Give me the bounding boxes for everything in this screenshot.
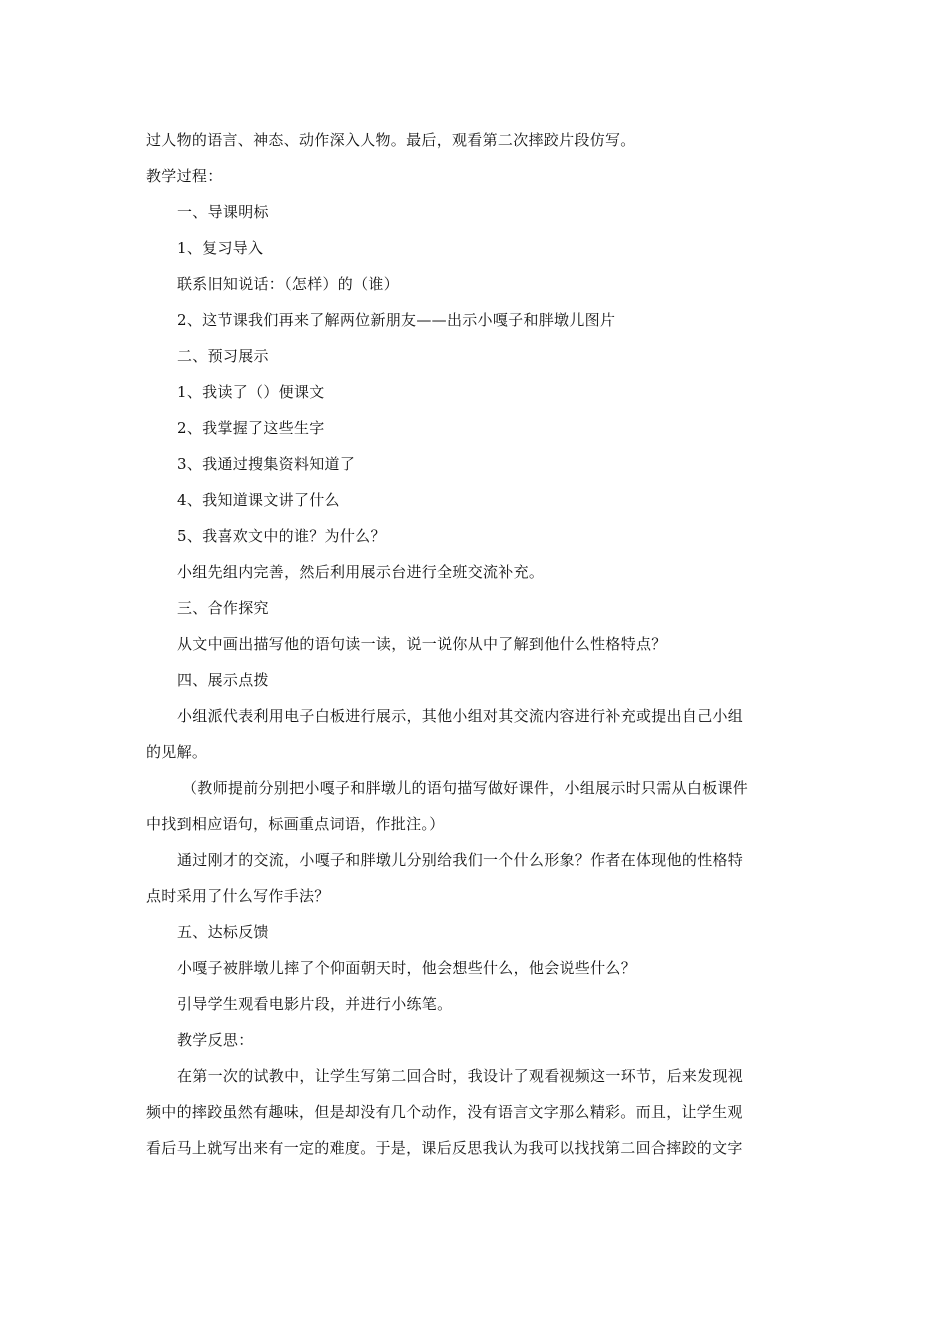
list-item: 5、我喜欢文中的谁？为什么？ (177, 527, 386, 545)
text-line: 小组先组内完善，然后利用展示台进行全班交流补充。 (177, 563, 545, 581)
text-line: 频中的摔跤虽然有趣味，但是却没有几个动作，没有语言文字那么精彩。而且，让学生观 (146, 1103, 743, 1121)
list-item: 2、我掌握了这些生字 (177, 419, 325, 437)
text-line: 联系旧知说话：（怎样）的（谁） (177, 275, 400, 293)
section-heading: 五、达标反馈 (177, 923, 269, 941)
text-line: 从文中画出描写他的语句读一读，说一说你从中了解到他什么性格特点？ (177, 635, 667, 653)
list-item: 4、我知道课文讲了什么 (177, 491, 340, 509)
list-item: 1、复习导入 (177, 239, 264, 257)
section-heading: 教学过程： (146, 167, 223, 185)
section-heading: 教学反思： (177, 1031, 254, 1049)
text-line: 看后马上就写出来有一定的难度。于是，课后反思我认为我可以找找第二回合摔跤的文字 (146, 1139, 743, 1157)
section-heading: 二、预习展示 (177, 347, 269, 365)
section-heading: 三、合作探究 (177, 599, 269, 617)
document-page (146, 122, 806, 1166)
text-line: 小嘎子被胖墩儿摔了个仰面朝天时，他会想些什么，他会说些什么？ (177, 959, 637, 977)
text-line: 的见解。 (146, 743, 208, 761)
list-item: 1、我读了（）便课文 (177, 383, 325, 401)
text-line: 过人物的语言、神态、动作深入人物。最后，观看第二次摔跤片段仿写。 (146, 131, 636, 149)
list-item: 3、我通过搜集资料知道了 (177, 455, 356, 473)
text-line: 中找到相应语句，标画重点词语，作批注。） (146, 815, 445, 833)
list-item: 2、这节课我们再来了解两位新朋友——出示小嘎子和胖墩儿图片 (177, 311, 616, 329)
text-line: （教师提前分别把小嘎子和胖墩儿的语句描写做好课件，小组展示时只需从白板课件 (182, 779, 749, 797)
text-line: 引导学生观看电影片段，并进行小练笔。 (177, 995, 453, 1013)
text-line: 点时采用了什么写作手法？ (146, 887, 330, 905)
text-line: 通过刚才的交流，小嘎子和胖墩儿分别给我们一个什么形象？作者在体现他的性格特 (177, 851, 744, 869)
text-line: 小组派代表利用电子白板进行展示，其他小组对其交流内容进行补充或提出自己小组 (177, 707, 744, 725)
section-heading: 四、展示点拨 (177, 671, 269, 689)
text-line: 在第一次的试教中，让学生写第二回合时，我设计了观看视频这一环节，后来发现视 (177, 1067, 744, 1085)
section-heading: 一、导课明标 (177, 203, 269, 221)
